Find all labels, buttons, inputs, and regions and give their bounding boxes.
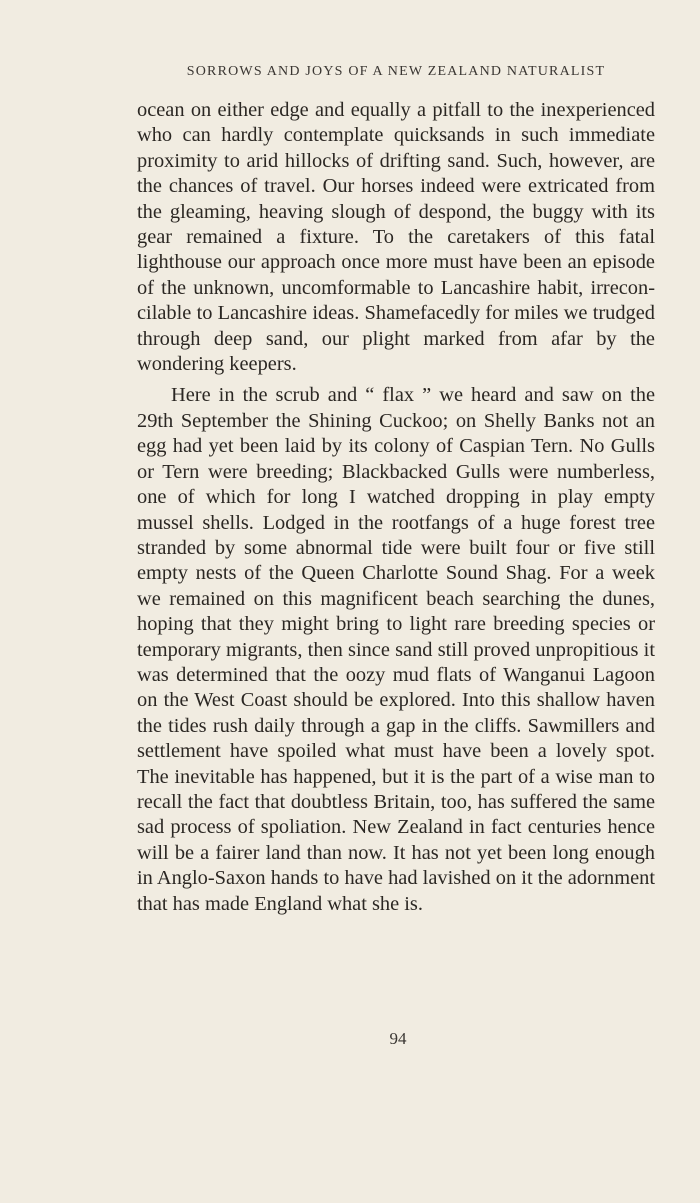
running-head: SORROWS AND JOYS OF A NEW ZEALAND NATURALIST <box>186 64 606 79</box>
paragraph-1: ocean on either edge and equally a pitfall to the inexperienced who can hardly contemplate quicksands in such immediate proximity to arid hillocks of drifting sand. Such, however, are the chances of travel. Our horses indeed were extricated from the gleaming, heaving slough of despond, the buggy with its gear remained a fixture. To the caretakers of this fatal lighthouse our approach once more must have been an episode of the unknown, uncomformable to Lancashire habit, irreconcilable to Lancashire ideas. Shamefacedly for miles we trudged through deep sand, our plight marked from afar by the wondering keepers. <box>137 99 655 376</box>
body-text <box>137 98 655 917</box>
paragraph-2: Here in the scrub and “ flax ” we heard and saw on the 29th September the Shining Cuckoo; on Shelly Banks not an egg had yet been laid by its colony of Caspian Tern. No Gulls or Tern were breeding; Blackbacked Gulls were numberless, one of which for long I watched dropping in play empty mussel shells. Lodged in the rootfangs of a huge forest tree stranded by some abnormal tide were built four or five still empty nests of the Queen Charlotte Sound Shag. For a week we remained on this magnificent beach searching the dunes, hoping that they might bring to light rare breeding species or temporary migrants, then since sand still proved unpropitious it was determined that the oozy mud flats of Wanganui Lagoon on the West Coast should be explored. Into this shallow haven the tides rush daily through a gap in the cliffs. Sawmillers and settlement have spoiled what must have been a lovely spot. The inevitable has happened, but it is the part of a wise man to recall the fact that doubtless Britain, too, has suffered the same sad process of spoliation. New Zealand in fact centuries hence will be a fairer land than now. It has not yet been long enough in Anglo-Saxon hands to have had lavished on it the adornment that has made England what she is. <box>137 384 655 915</box>
page-number: 94 <box>389 1029 407 1048</box>
